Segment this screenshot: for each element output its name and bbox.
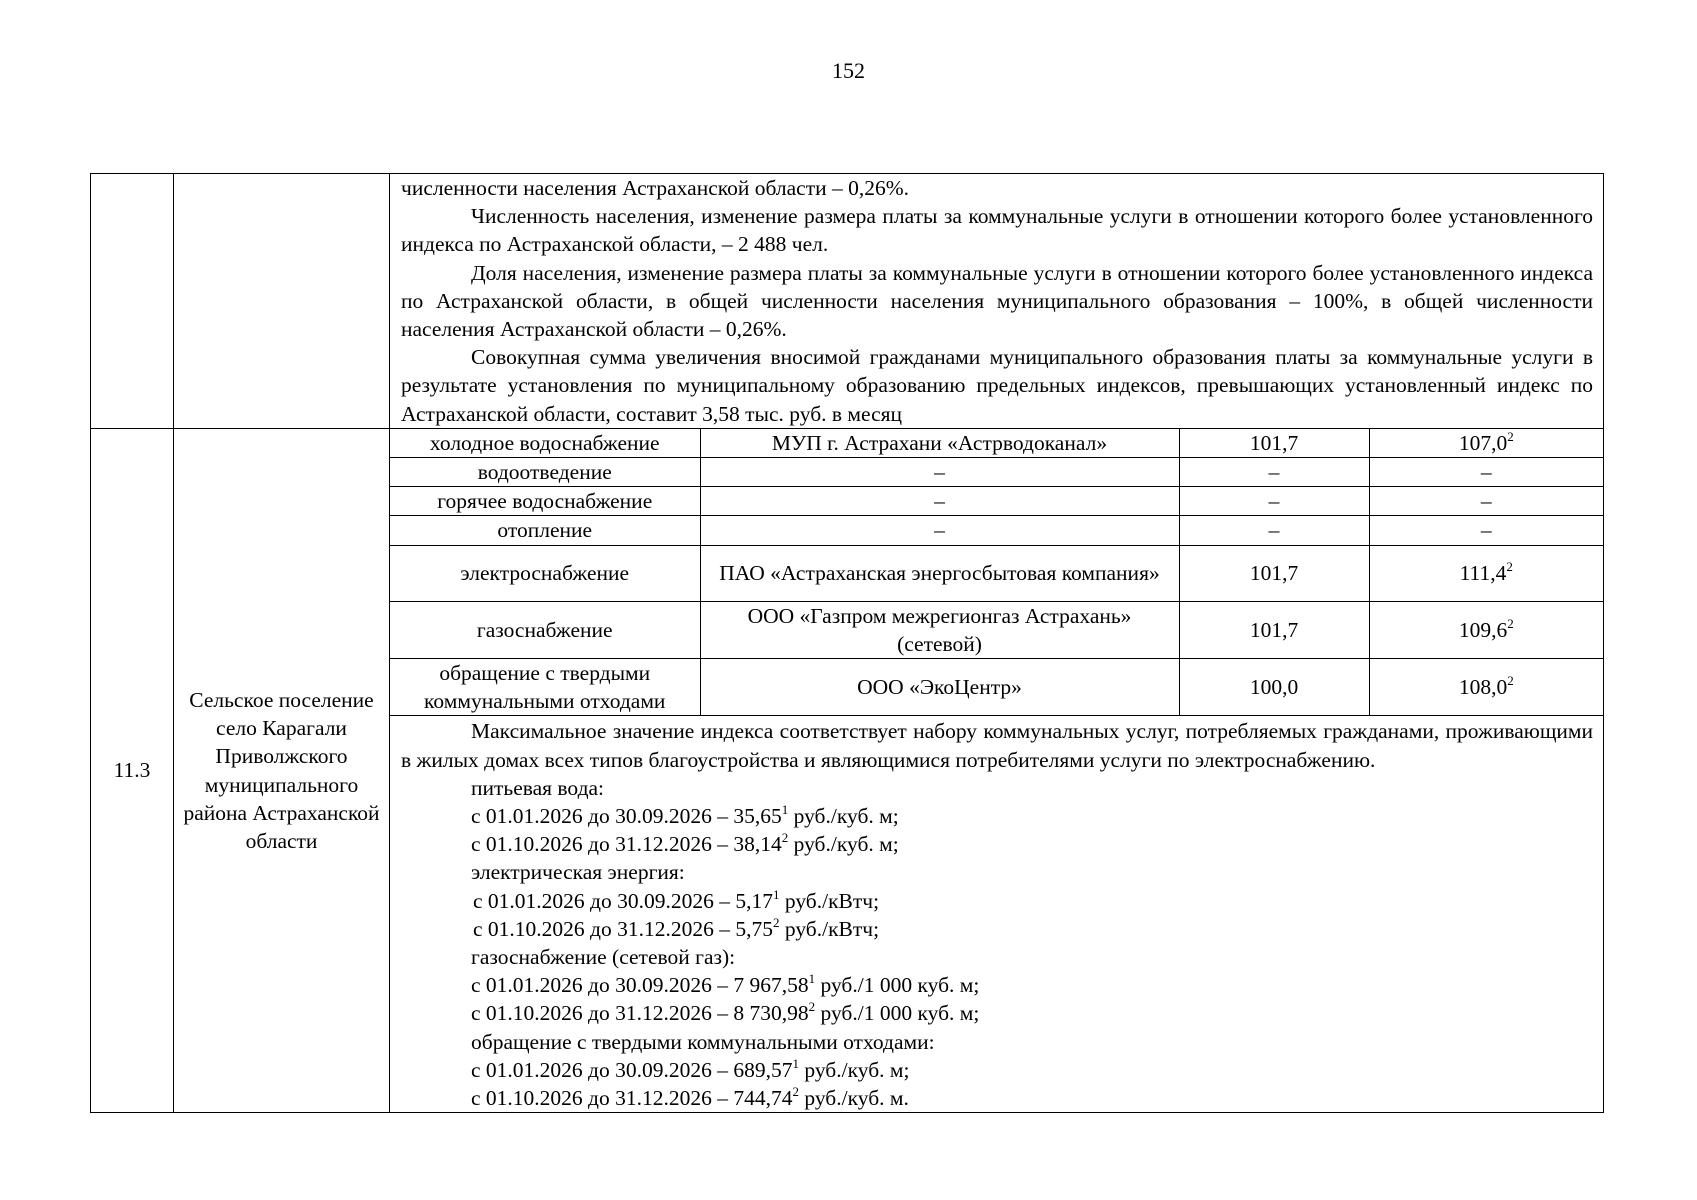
footnote-mark: 2 [1507,615,1514,631]
footnote-mark: 2 [1507,428,1514,444]
footnote-mark: 2 [772,914,780,930]
tariff-heading: обращение с твердыми коммунальными отходами: [471,1029,935,1054]
service-index-cell: 101,7 [1179,429,1369,458]
service-service-cell: обращение с твердыми коммунальными отходами [390,659,700,716]
tariff-line: с 01.10.2026 до 31.12.2026 – 38,14$^2$ руб./куб. м; [471,830,899,857]
footnote-mark: 2 [808,999,816,1015]
service-provider-cell: ООО «ЭкоЦентр» [700,659,1179,716]
service-row [390,487,1603,516]
details-cell [390,428,1604,1112]
tariff-line: с 01.10.2026 до 31.12.2026 – 8 730,98$^2$ руб./1 000 куб. м; [471,999,980,1026]
prev-name-cell [174,174,390,429]
service-max-index-cell: – [1369,516,1603,545]
footnote-mark: 1 [781,802,789,818]
service-max-index-cell: 111,4$^2$ [1369,545,1603,601]
service-row [390,601,1603,658]
tariff-line: с 01.01.2026 до 30.09.2026 – 5,17$^1$ руб./кВтч; [473,886,880,913]
footnote-mark: 1 [808,971,816,987]
tariff-heading: электрическая энергия: [471,860,685,885]
service-max-index-cell: 108,0$^2$ [1369,659,1603,716]
service-provider-cell: – [700,458,1179,487]
service-index-cell: 100,0 [1179,659,1369,716]
tariff-line: с 01.01.2026 до 30.09.2026 – 35,65$^1$ руб./куб. м; [471,802,899,829]
footnote-mark: 1 [772,886,780,902]
municipality-name: Сельское поселение село Карагали Приволжского муниципального района Астраханской области [174,428,390,1112]
service-max-index-cell: 107,0$^2$ [1369,429,1603,458]
tariff-line: с 01.10.2026 до 31.12.2026 – 5,75$^2$ руб./кВтч; [473,914,880,941]
service-row [390,458,1603,487]
prev-number-cell [91,174,174,429]
footnote-mark: 2 [1507,673,1514,689]
service-max-index-cell: – [1369,458,1603,487]
service-row [390,429,1603,458]
previous-row-continuation [91,174,1604,429]
tariff-list [390,774,1603,1112]
service-provider-cell: – [700,487,1179,516]
prev-paragraph-4: Совокупная сумма увеличения вносимой гражданами муниципального образования платы за коммунальные услуги в результате установления по муниципальному образованию предельных индексов, превышающих установленный индекс по Астраханской области, составит 3,58 тыс. руб. в месяц [401,345,1593,426]
prev-paragraph-2: Численность населения, изменение размера платы за коммунальные услуги в отношении которого более установленного индекса по Астраханской области, – 2 488 чел. [401,204,1593,257]
service-max-index-cell: 109,6$^2$ [1369,601,1603,658]
service-provider-cell: – [700,516,1179,545]
service-service-cell: газоснабжение [390,601,700,658]
service-max-index-cell: – [1369,487,1603,516]
index-note: Максимальное значение индекса соответствует набору коммунальных услуг, потребляемых гражданами, проживающими в жилых домах всех типов благоустройства и являющимися потребителями услуги по электроснабжению. [401,719,1593,772]
service-row [390,545,1603,601]
service-index-cell: – [1179,458,1369,487]
services-table [390,429,1603,717]
service-index-cell: – [1179,487,1369,516]
service-service-cell: водоотведение [390,458,700,487]
service-service-cell: холодное водоснабжение [390,429,700,458]
service-provider-cell: ООО «Газпром межрегионгаз Астрахань» (сетевой) [700,601,1179,658]
page-number: 152 [832,58,865,83]
service-index-cell: – [1179,516,1369,545]
prev-paragraph-3: Доля населения, изменение размера платы за коммунальные услуги в отношении которого более установленного индекса по Астраханской области, в общей численности населения муниципального образования – 100%, в общей численности населения Астраханской области – 0,26%. [401,260,1593,342]
tariff-heading: питьевая вода: [471,775,605,800]
footnote-mark: 2 [1506,559,1513,575]
footnote-mark: 2 [792,1084,799,1100]
service-row [390,659,1603,716]
service-service-cell: электроснабжение [390,545,700,601]
row-11-3 [91,428,1604,1112]
row-number: 11.3 [91,428,174,1112]
service-service-cell: горячее водоснабжение [390,487,700,516]
tariff-line: с 01.10.2026 до 31.12.2026 – 744,74$^2$ руб./куб. м. [471,1084,909,1111]
service-index-cell: 101,7 [1179,601,1369,658]
tariff-heading: газоснабжение (сетевой газ): [471,945,736,970]
footnote-mark: 2 [781,830,789,846]
service-service-cell: отопление [390,516,700,545]
prev-paragraph-1: численности населения Астраханской области – 0,26%. [401,176,910,200]
footnote-mark: 1 [792,1055,799,1071]
tariff-line: с 01.01.2026 до 30.09.2026 – 7 967,58$^1$ руб./1 000 куб. м; [471,971,980,998]
prev-text-cell [390,174,1604,429]
service-row [390,516,1603,545]
service-provider-cell: ПАО «Астраханская энергосбытовая компания» [700,545,1179,601]
service-index-cell: 101,7 [1179,545,1369,601]
tariff-line: с 01.01.2026 до 30.09.2026 – 689,57$^1$ руб./куб. м; [471,1055,910,1082]
tariff-table [90,173,1604,1113]
service-provider-cell: МУП г. Астрахани «Астрводоканал» [700,429,1179,458]
